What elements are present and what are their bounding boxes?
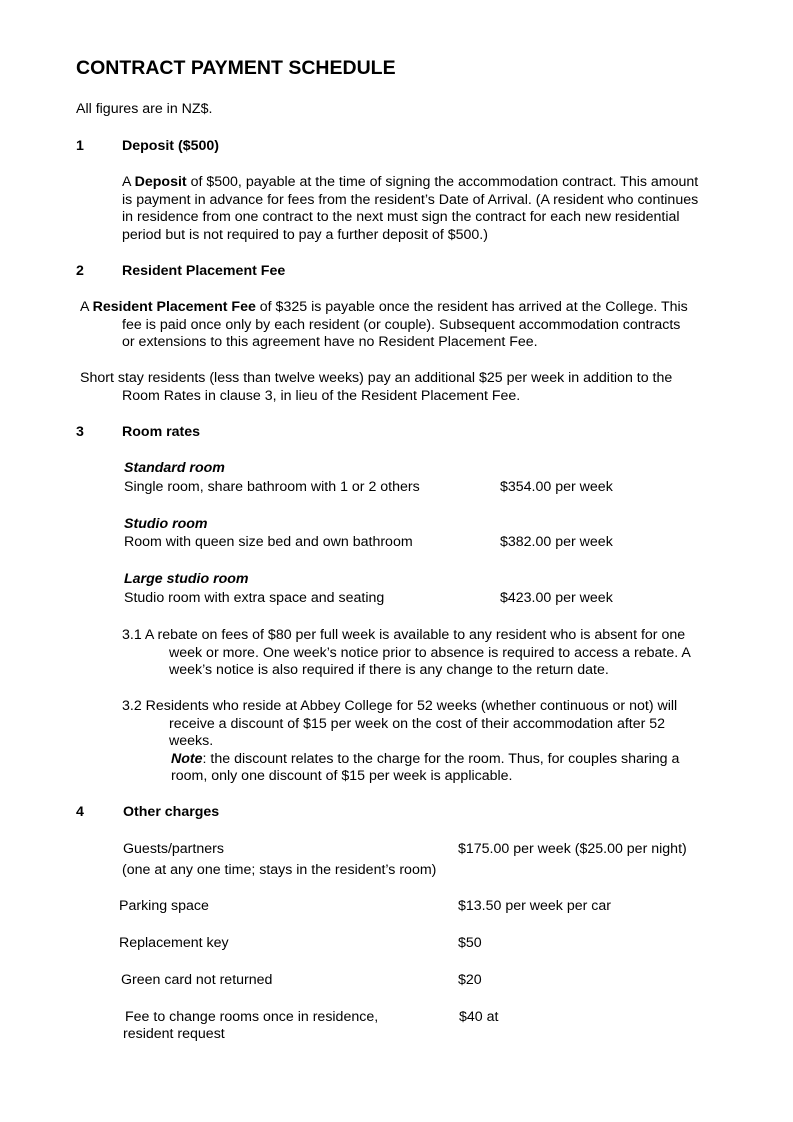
charge-label: Green card not returned xyxy=(121,972,273,988)
room-price: $423.00 per week xyxy=(500,590,613,606)
placement-fee-term: Resident Placement Fee xyxy=(92,299,256,315)
section-1-heading: Deposit ($500) xyxy=(122,138,219,154)
room-title: Standard room xyxy=(124,460,225,476)
charge-label: Fee to change rooms once in residence, xyxy=(125,1009,379,1025)
charge-value: $13.50 per week per car xyxy=(458,898,612,914)
clause-3-2: 3.2 Residents who reside at Abbey College for 52 weeks (whether continuous or not) will receive a discount of $15 per week on the cost of their accommodation after 52 weeks. Note: the discount relates to the charge for the room. Thus, for couples sharing a room, only one discount of $15 per week is applicable. xyxy=(122,698,718,786)
section-2-paragraph-2: Short stay residents (less than twelve weeks) pay an additional $25 per week in addition to the Room Rates in clause 3, in lieu of the Resident Placement Fee. xyxy=(80,370,673,404)
section-3-number: 3 xyxy=(76,424,84,440)
room-description: Room with queen size bed and own bathroom xyxy=(124,534,413,550)
clause-3-1: 3.1 A rebate on fees of $80 per full week is available to any resident who is absent for one week or more. One week’s notice prior to absence is required to access a rebate. A week’s notice is also required if there is any change to the return date. xyxy=(122,627,691,678)
deposit-term: Deposit xyxy=(134,174,187,190)
room-price: $382.00 per week xyxy=(500,534,613,550)
charge-sublabel: (one at any one time; stays in the resident’s room) xyxy=(122,862,437,878)
charge-label: Replacement key xyxy=(119,935,229,951)
section-2-paragraph-1: A Resident Placement Fee of $325 is payable once the resident has arrived at the College. This fee is paid once only by each resident (or couple). Subsequent accommodation contracts or extensions to this agreement have no Resident Placement Fee. xyxy=(80,299,688,350)
intro-text: All figures are in NZ$. xyxy=(76,101,213,117)
room-title: Studio room xyxy=(124,516,208,532)
room-description: Studio room with extra space and seating xyxy=(124,590,385,606)
section-4-number: 4 xyxy=(76,804,84,820)
section-4-heading: Other charges xyxy=(123,804,220,820)
charge-value: $20 xyxy=(458,972,482,988)
section-1-number: 1 xyxy=(76,138,84,154)
charge-value: $50 xyxy=(458,935,482,951)
room-title: Large studio room xyxy=(124,571,249,587)
page-title: CONTRACT PAYMENT SCHEDULE xyxy=(76,57,396,79)
section-3-heading: Room rates xyxy=(122,424,201,440)
charge-value: $40 at xyxy=(459,1009,499,1025)
room-price: $354.00 per week xyxy=(500,479,613,495)
charge-sublabel: resident request xyxy=(123,1026,225,1042)
charge-value: $175.00 per week ($25.00 per night) xyxy=(458,841,687,857)
section-1-paragraph: A Deposit of $500, payable at the time of signing the accommodation contract. This amount is payment in advance for fees from the resident’s Date of Arrival. (A resident who continues in residence from one contract to the next must sign the contract for each new residential period but is not required to pay a further deposit of $500.) xyxy=(122,174,699,243)
section-2-heading: Resident Placement Fee xyxy=(122,263,286,279)
charge-label: Guests/partners xyxy=(123,841,224,857)
clause-3-2-note: Note: the discount relates to the charge for the room. Thus, for couples sharing a xyxy=(171,750,680,767)
charge-label: Parking space xyxy=(119,898,209,914)
section-2-number: 2 xyxy=(76,263,84,279)
room-description: Single room, share bathroom with 1 or 2 others xyxy=(124,479,420,495)
